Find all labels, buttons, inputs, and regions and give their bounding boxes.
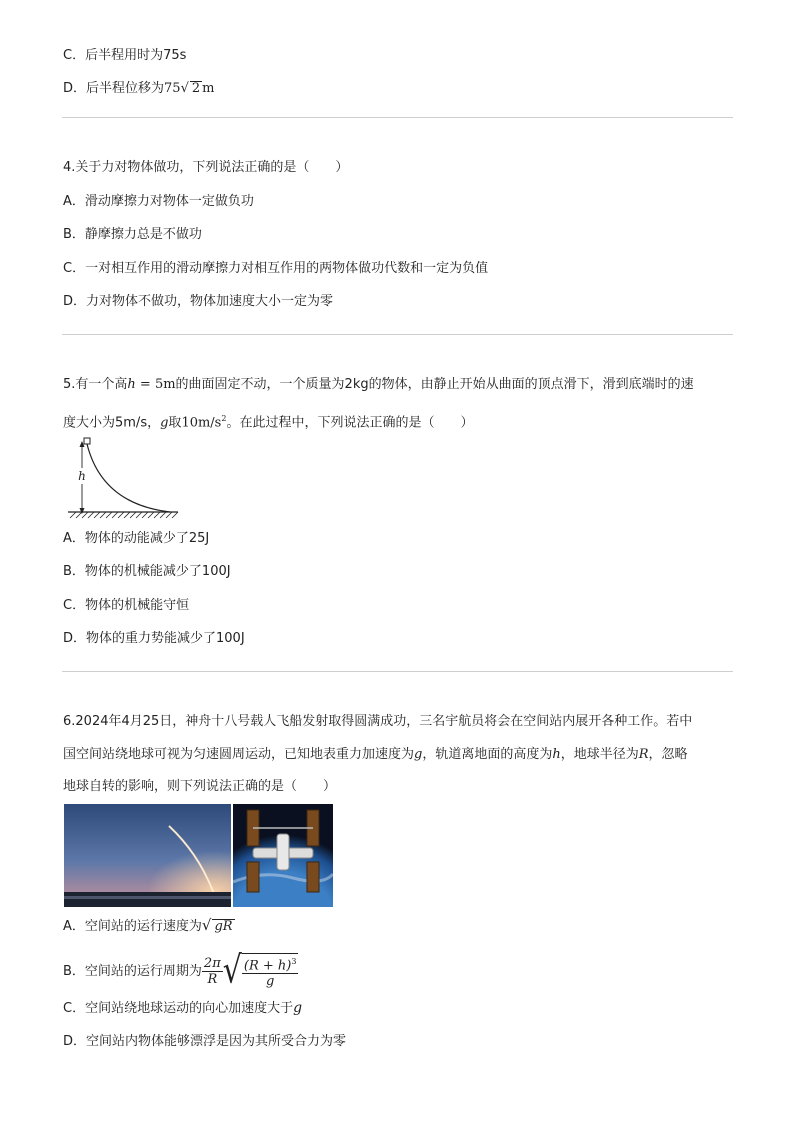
space-station-image [233, 804, 333, 907]
q6-stem-text: ，地球半径为 [560, 747, 639, 762]
fraction-numerator: 2π [203, 955, 221, 971]
ground-hatch [70, 512, 178, 518]
q6-stem-line3: 地球自转的影响，则下列说法正确的是（ ） [63, 779, 337, 794]
q6-var-h: h [552, 747, 561, 762]
root-denominator: g [265, 974, 275, 990]
q6-stem-line2 [63, 746, 688, 764]
question-divider [62, 334, 733, 335]
q5-stem-text: 的曲面固定不动，一个质量为2kg的物体，由静止开始从曲面的顶点滑下，滑到底端时的速 [175, 377, 694, 392]
q6-option-a-label: A．空间站的运行速度为 [63, 919, 202, 934]
fraction-denominator: R [207, 971, 218, 987]
q5-option-d: D．物体的重力势能减少了100J [63, 631, 245, 646]
q6-stem-line1: 6.2024年4月25日，神舟十八号载人飞船发射取得圆满成功，三名宇航员将会在空间站内展开各种工作。若中 [63, 714, 693, 729]
sqrt-sign-icon: √ [201, 916, 212, 934]
root-fraction [242, 953, 299, 989]
q4-option-a: A．滑动摩擦力对物体一定做负功 [63, 194, 254, 209]
height-label: h [78, 469, 86, 483]
q5-g-value: 10m/s [181, 415, 222, 431]
q4-option-c: C．一对相互作用的滑动摩擦力对相互作用的两物体做功代数和一定为负值 [63, 261, 489, 276]
q6-stem-text: ，轨道离地面的高度为 [422, 747, 553, 762]
sqrt-sign-icon: √ [180, 81, 189, 96]
curved-surface [87, 444, 170, 512]
q6-option-b-root [222, 948, 299, 993]
q5-stem-line1 [63, 376, 694, 394]
q5-stem-text: 度大小为5m/s， [63, 415, 161, 431]
q6-stem-text: ，忽略 [648, 747, 688, 762]
rocket-launch-photo [64, 804, 231, 907]
q4-option-d: D．力对物体不做功，物体加速度大小一定为零 [63, 294, 334, 309]
q3-option-d-radicand: 2 [191, 81, 201, 96]
question-divider [62, 671, 733, 672]
root-exponent: 3 [291, 956, 297, 966]
q6-option-b-fraction [202, 956, 223, 987]
block-icon [84, 438, 90, 444]
q3-option-d-coef: 75 [164, 81, 181, 96]
q6-option-a-radicand: gR [214, 919, 233, 934]
q5-option-a: A．物体的动能减少了25J [63, 531, 210, 546]
q6-option-d: D．空间站内物体能够漂浮是因为其所受合力为零 [63, 1034, 347, 1049]
root-numerator: (R + h) [243, 958, 292, 974]
rocket-launch-image [64, 804, 231, 907]
q4-option-b: B．静摩擦力总是不做功 [63, 227, 202, 242]
q5-var-g: g [160, 415, 169, 431]
q3-option-c: C．后半程用时为75s [63, 48, 187, 63]
q5-var-h: h [127, 377, 136, 392]
q5-height-value: = 5m [135, 377, 176, 392]
space-station-photo [233, 804, 333, 907]
q6-option-c [63, 999, 302, 1018]
q5-stem-text: 。在此过程中，下列说法正确的是（ ） [226, 415, 474, 431]
sqrt-sign-icon: √ [222, 948, 242, 993]
q6-var-g: g [293, 1000, 303, 1016]
q6-option-c-label: C．空间站绕地球运动的向心加速度大于 [63, 1001, 294, 1016]
q3-option-d [63, 80, 214, 98]
q6-var-R: R [638, 747, 649, 762]
q6-option-b [63, 948, 298, 993]
q5-option-c: C．物体的机械能守恒 [63, 598, 190, 613]
arrow-down-icon [80, 508, 85, 514]
q6-stem-text: 国空间站绕地球可视为匀速圆周运动，已知地表重力加速度为 [63, 747, 415, 762]
q5-stem-line2 [63, 410, 473, 432]
question-divider [62, 117, 733, 118]
q5-g-exponent: 2 [221, 414, 227, 423]
q3-option-d-unit: m [202, 81, 215, 96]
q5-stem-text: 5.有一个高 [63, 377, 128, 392]
q6-var-g: g [414, 747, 423, 762]
q5-option-b: B．物体的机械能减少了100J [63, 564, 231, 579]
q4-stem: 4.关于力对物体做功，下列说法正确的是（ ） [63, 160, 349, 175]
q5-stem-text: 取 [168, 415, 182, 431]
q6-option-a [63, 916, 235, 936]
q6-option-b-label: B．空间站的运行周期为 [63, 963, 202, 979]
q3-option-d-label: D．后半程位移为 [63, 81, 165, 96]
curved-slope-figure [62, 432, 182, 522]
